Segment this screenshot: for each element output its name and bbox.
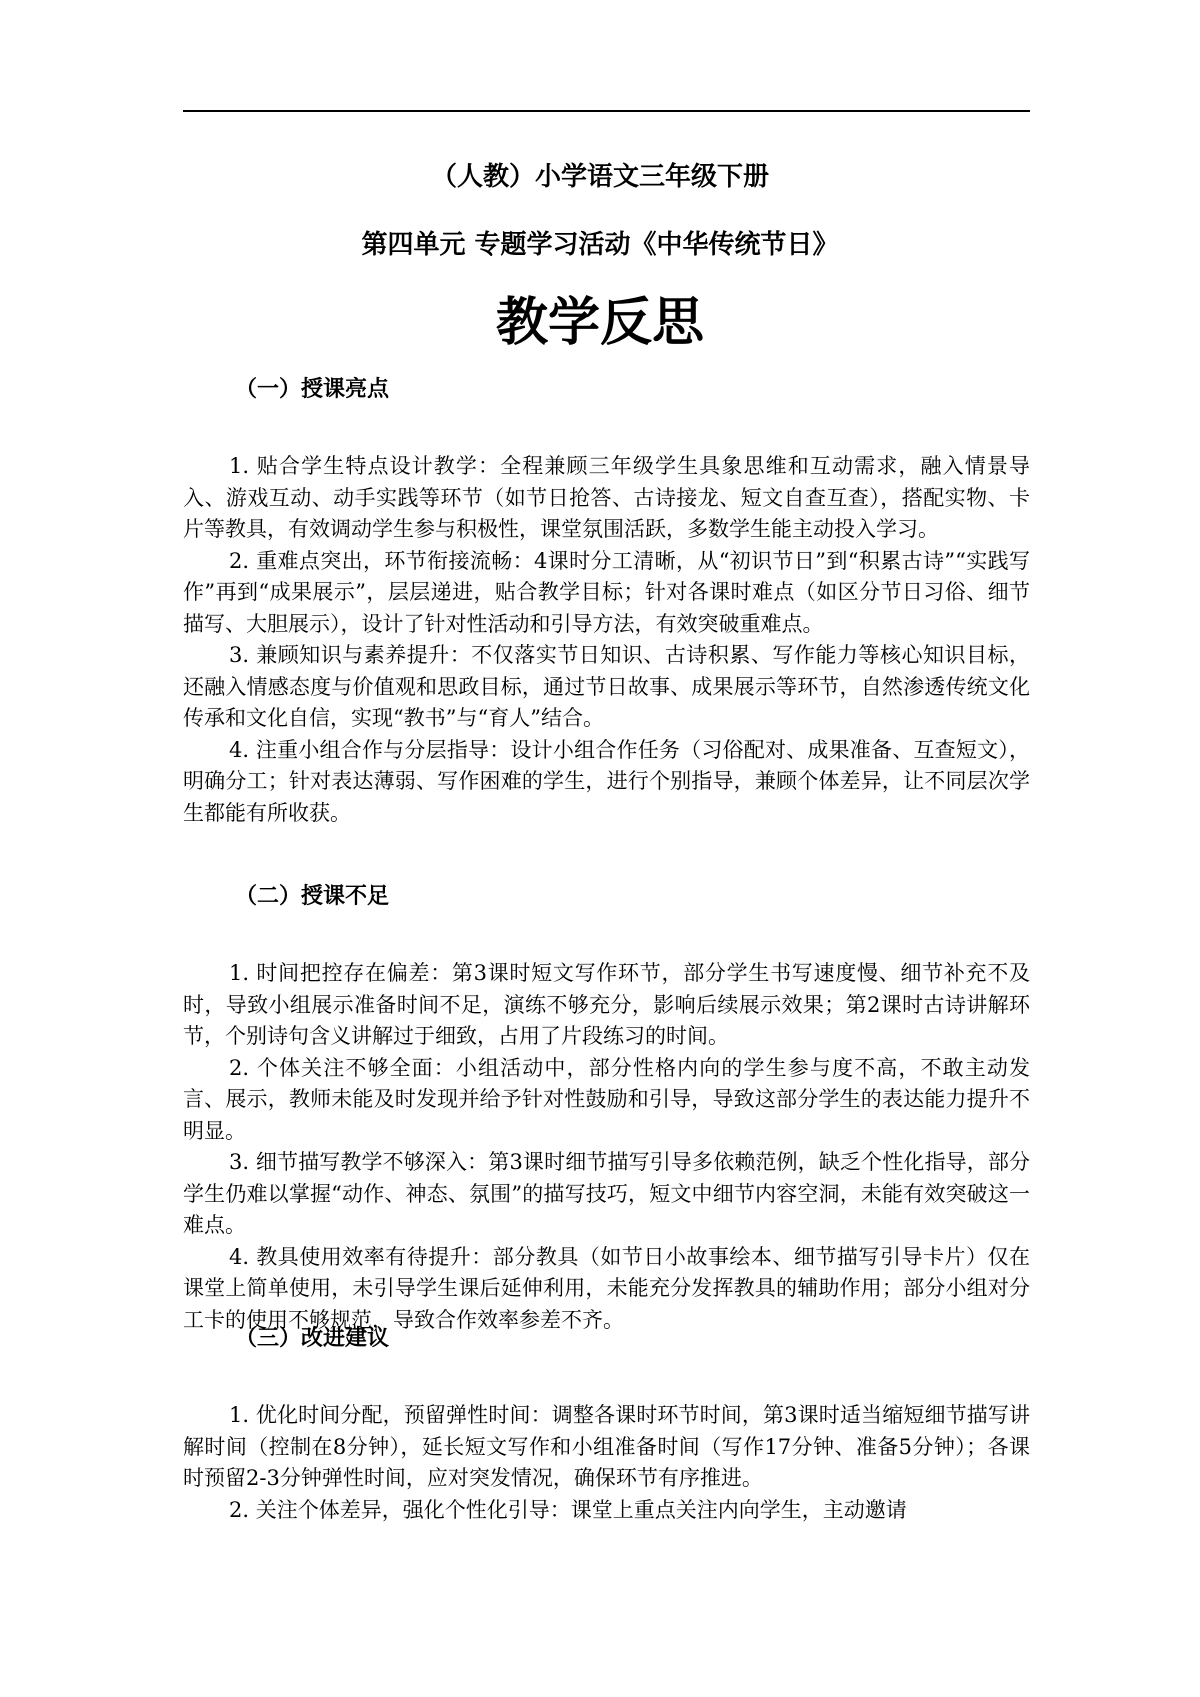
paragraph: 1. 时间把控存在偏差：第3课时短文写作环节，部分学生书写速度慢、细节补充不及时，导致小组展示准备时间不足，演练不够充分，影响后续展示效果；第2课时古诗讲解环节，个别诗句含义讲解过于细致，占用了片段练习的时间。 bbox=[183, 961, 1030, 1048]
paragraph: 2. 重难点突出，环节衔接流畅：4课时分工清晰，从“初识节日”到“积累古诗”“实践写作”再到“成果展示”，层层递进，贴合教学目标；针对各课时难点（如区分节日习俗、细节描写、大胆展示），设计了针对性活动和引导方法，有效突破重难点。 bbox=[183, 548, 1030, 636]
document-title: 教学反思 bbox=[495, 293, 704, 353]
section-paragraphs bbox=[183, 958, 1030, 1336]
section-shortcomings bbox=[183, 881, 1030, 1336]
paragraph: 4. 注重小组合作与分层指导：设计小组合作任务（习俗配对、成果准备、互查短文），明确分工；针对表达薄弱、写作困难的学生，进行个别指导，兼顾个体差异，让不同层次学生都能有所收获。 bbox=[183, 737, 1030, 825]
header-rule bbox=[183, 110, 1030, 112]
paragraph: 3. 兼顾知识与素养提升：不仅落实节日知识、古诗积累、写作能力等核心知识目标，还融入情感态度与价值观和思政目标，通过节日故事、成果展示等环节，自然渗透传统文化传承和文化自信，实现“教书”与“育人”结合。 bbox=[183, 643, 1030, 730]
paragraph: 2. 个体关注不够全面：小组活动中，部分性格内向的学生参与度不高，不敢主动发言、展示，教师未能及时发现并给予针对性鼓励和引导，导致这部分学生的表达能力提升不明显。 bbox=[183, 1055, 1030, 1143]
section-highlights bbox=[183, 374, 1030, 829]
section-heading: （一）授课亮点 bbox=[235, 377, 390, 402]
paragraph: 2. 关注个体差异，强化个性化引导：课堂上重点关注内向学生，主动邀请 bbox=[229, 1497, 907, 1522]
section-heading: （二）授课不足 bbox=[235, 884, 390, 909]
document-subtitle-unit: 第四单元 专题学习活动《中华传统节日》 bbox=[361, 230, 839, 260]
section-paragraphs bbox=[183, 1400, 1030, 1526]
paragraph: 4. 教具使用效率有待提升：部分教具（如节日小故事绘本、细节描写引导卡片）仅在课堂上简单使用，未引导学生课后延伸利用，未能充分发挥教具的辅助作用；部分小组对分工卡的使用不够规范，导致合作效率参差不齐。 bbox=[183, 1244, 1030, 1332]
paragraph: 3. 细节描写教学不够深入：第3课时细节描写引导多依赖范例，缺乏个性化指导，部分学生仍难以掌握“动作、神态、氛围”的描写技巧，短文中细节内容空洞，未能有效突破这一难点。 bbox=[183, 1150, 1030, 1237]
paragraph: 1. 优化时间分配，预留弹性时间：调整各课时环节时间，第3课时适当缩短细节描写讲解时间（控制在8分钟），延长短文写作和小组准备时间（写作17分钟、准备5分钟）；各课时预留2-3分钟弹性时间，应对突发情况，确保环节有序推进。 bbox=[183, 1403, 1030, 1490]
section-paragraphs bbox=[183, 451, 1030, 829]
document-subtitle-grade: （人教）小学语文三年级下册 bbox=[430, 162, 769, 192]
section-improvements bbox=[183, 1323, 1030, 1526]
section-heading: （三）改进建议 bbox=[235, 1326, 390, 1351]
paragraph: 1. 贴合学生特点设计教学：全程兼顾三年级学生具象思维和互动需求，融入情景导入、游戏互动、动手实践等环节（如节日抢答、古诗接龙、短文自查互查），搭配实物、卡片等教具，有效调动学生参与积极性，课堂氛围活跃，多数学生能主动投入学习。 bbox=[183, 454, 1030, 541]
